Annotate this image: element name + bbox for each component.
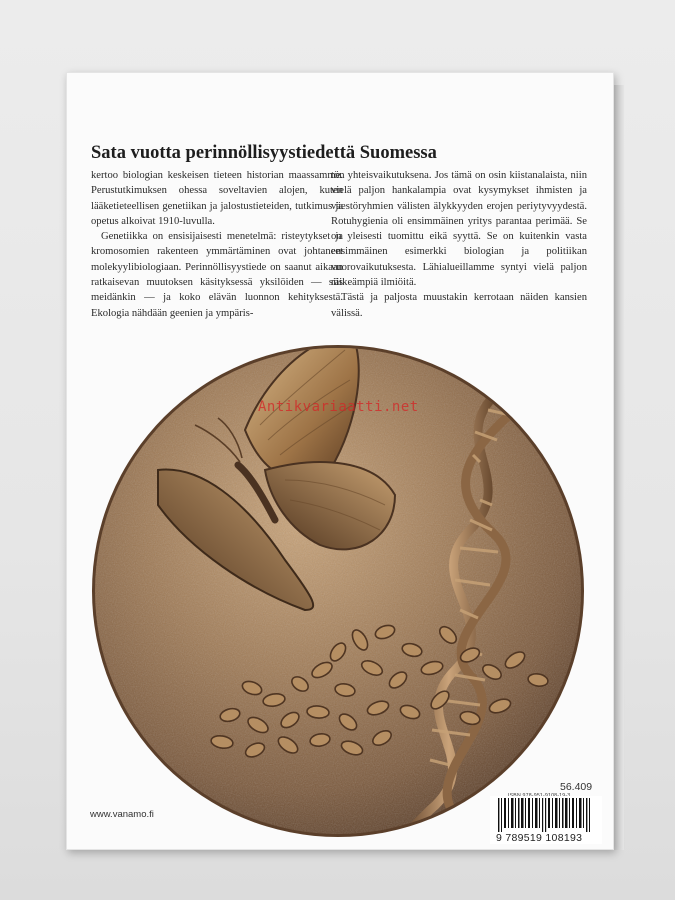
barcode-bars — [490, 796, 602, 832]
left-paragraph-2: Genetiikka on ensisijaisesti menetelmä: risteytykset ja kromosomien rakenteen ymmärtäminen ovat johtaneet molekyylibiologiaan. Perinnöllisyystiede on saanut aikaan ratkaisevan muutoksen käsityksessä yksilöiden — siis meidänkin — ja koko elävän luonnon kehityksestä. Ekologia nähdään geenien ja ympäris- — [91, 231, 343, 319]
publisher-url: www.vanamo.fi — [90, 809, 154, 820]
price-code: 56.409 — [560, 781, 593, 793]
barcode-number: 9 789519 108193 — [496, 832, 583, 844]
watermark-text: Antikvariaatti.net — [258, 399, 419, 415]
cover-title: Sata vuotta perinnöllisyystiedettä Suomessa — [91, 143, 437, 163]
right-paragraph-1: tön yhteisvaikutuksena. Jos tämä on osin kiistanalaista, niin vielä paljon hankalampia ovat kysymykset ihmisten ja väestöryhmien välisten älykkyyden erojen periytyvyydestä. Rotuhygienia oli ensimmäinen yritys parantaa perimää. Se on yleisesti tuomittu eikä syyttä. Se on kuitenkin vasta ensimmäinen esimerkki biologian ja politiikan vuorovaikutuksesta. Lähialueillamme syntyi vielä paljon räikeämpiä ilmiöitä. — [331, 170, 587, 289]
left-paragraph-1: kertoo biologian keskeisen tieteen historian maassamme. Perustutkimuksen ohessa soveltavien alojen, kuten lääketieteellisen genetiikan ja jalostustieteiden, tutkimus ja opetus alkoivat 1910-luvulla. — [91, 170, 343, 227]
right-paragraph-2: Tästä ja paljosta muustakin kerrotaan näiden kansien välissä. — [331, 292, 587, 319]
